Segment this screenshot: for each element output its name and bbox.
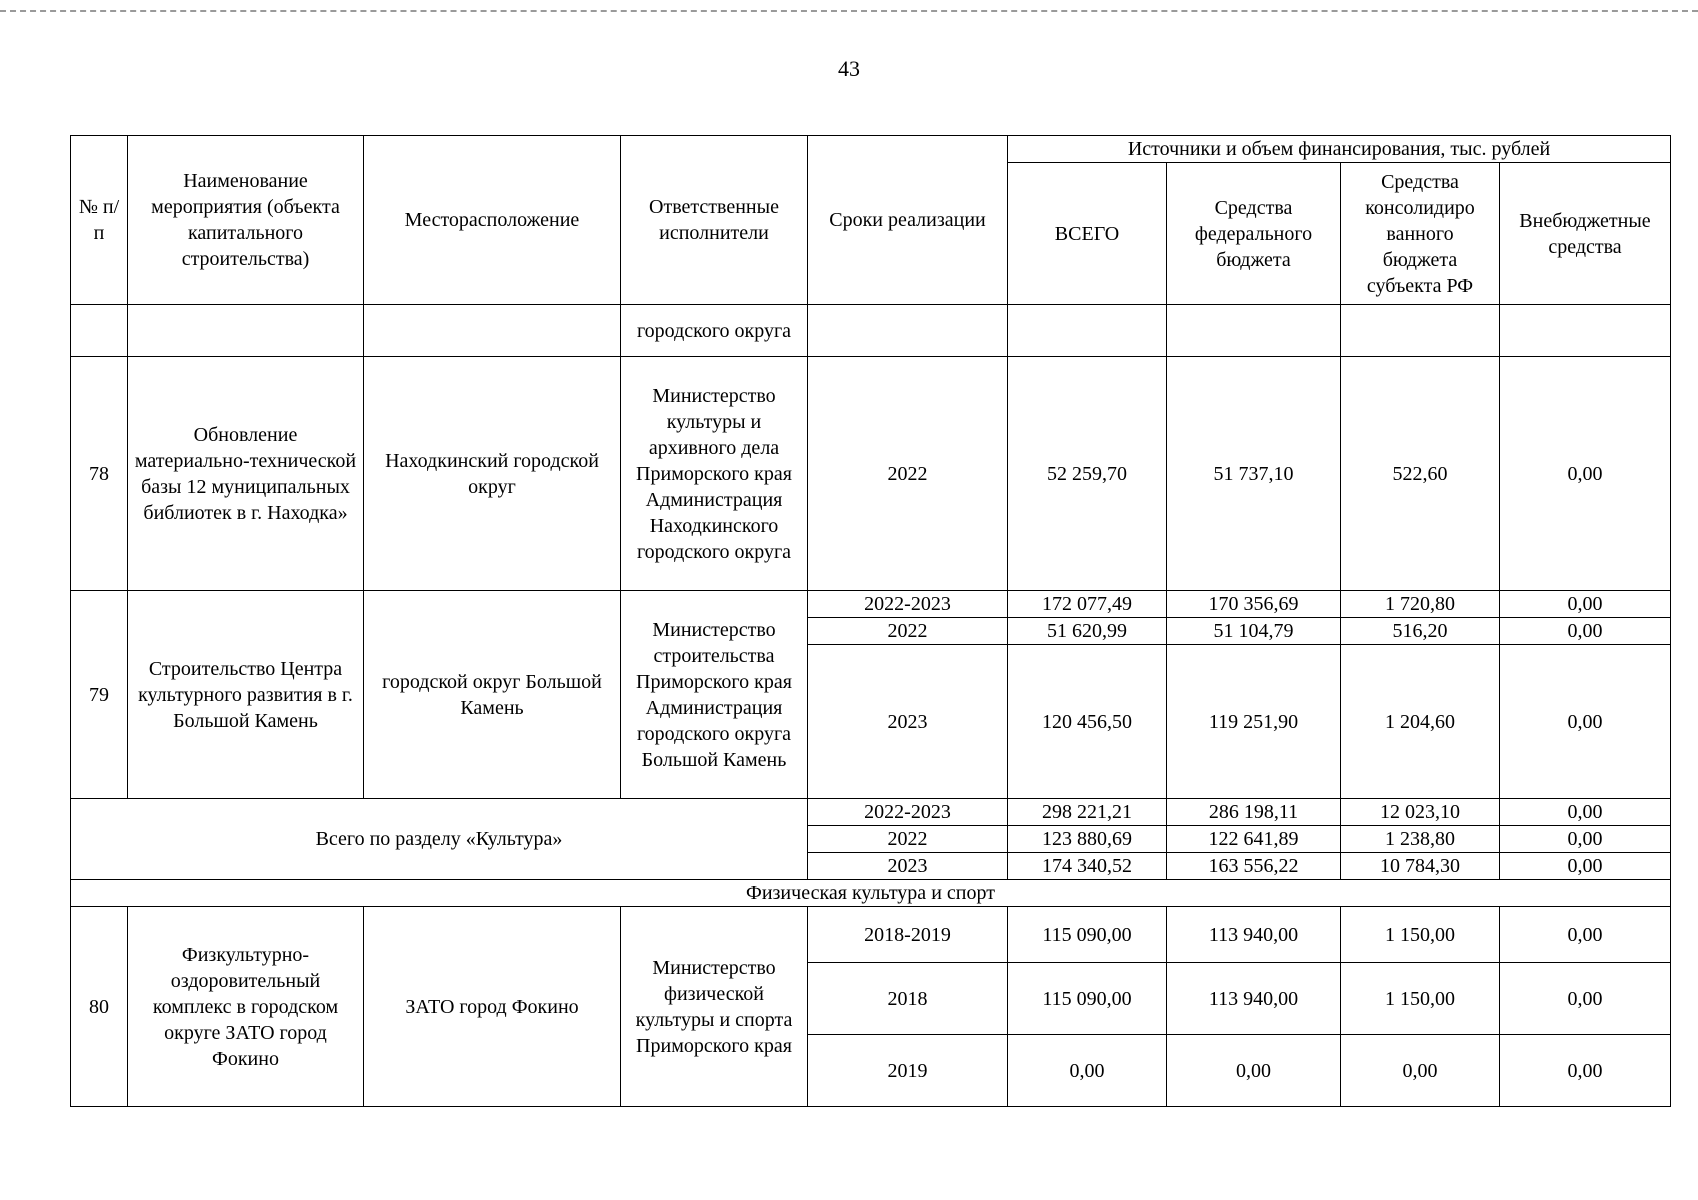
row-consolidated: 1 720,80 — [1341, 591, 1500, 618]
col-header-federal: Средства федерального бюджета — [1167, 163, 1341, 305]
table-row-78 — [71, 357, 1671, 591]
row-consolidated: 10 784,30 — [1341, 853, 1500, 880]
row-term: 2022 — [808, 826, 1008, 853]
row-num: 79 — [71, 591, 128, 799]
row-responsible: Министерство строительства Приморского края Администрация городского округа Большой Камень — [621, 591, 808, 799]
section-title: Физическая культура и спорт — [71, 880, 1671, 907]
row-term: 2022-2023 — [808, 799, 1008, 826]
section-row — [71, 880, 1671, 907]
row-total: 52 259,70 — [1008, 357, 1167, 591]
row-term: 2023 — [808, 645, 1008, 799]
row-federal: 0,00 — [1167, 1035, 1341, 1107]
header-row-1 — [71, 136, 1671, 163]
col-header-name: Наименование мероприятия (объекта капитального строительства) — [128, 136, 364, 305]
row-federal: 51 104,79 — [1167, 618, 1341, 645]
row-consolidated: 1 238,80 — [1341, 826, 1500, 853]
row-offbudget: 0,00 — [1500, 963, 1671, 1035]
row-offbudget: 0,00 — [1500, 357, 1671, 591]
col-header-terms: Сроки реализации — [808, 136, 1008, 305]
row-total: 115 090,00 — [1008, 907, 1167, 963]
row-federal: 163 556,22 — [1167, 853, 1341, 880]
row-federal: 286 198,11 — [1167, 799, 1341, 826]
row-location: ЗАТО город Фокино — [364, 907, 621, 1107]
row-name: Обновление материально-технической базы 12 муниципальных библиотек в г. Находка» — [128, 357, 364, 591]
financing-table — [70, 135, 1671, 1107]
col-header-offbudget: Внебюджетные средства — [1500, 163, 1671, 305]
row-offbudget: 0,00 — [1500, 853, 1671, 880]
row-term: 2018 — [808, 963, 1008, 1035]
row-federal: 122 641,89 — [1167, 826, 1341, 853]
row-term: 2022-2023 — [808, 591, 1008, 618]
row-term: 2018-2019 — [808, 907, 1008, 963]
row-offbudget: 0,00 — [1500, 1035, 1671, 1107]
row-offbudget: 0,00 — [1500, 907, 1671, 963]
row-federal: 119 251,90 — [1167, 645, 1341, 799]
row-offbudget: 0,00 — [1500, 618, 1671, 645]
row-total: 51 620,99 — [1008, 618, 1167, 645]
row-term: 2019 — [808, 1035, 1008, 1107]
culture-total-row — [71, 799, 1671, 826]
row-location: Находкинский городской округ — [364, 357, 621, 591]
scan-edge-line — [0, 10, 1698, 12]
row-consolidated: 522,60 — [1341, 357, 1500, 591]
row-total: 298 221,21 — [1008, 799, 1167, 826]
row-total: 172 077,49 — [1008, 591, 1167, 618]
row-name: Строительство Центра культурного развития в г. Большой Камень — [128, 591, 364, 799]
page-number: 43 — [838, 56, 860, 81]
row-federal: 113 940,00 — [1167, 963, 1341, 1035]
row-num: 80 — [71, 907, 128, 1107]
row-term: 2022 — [808, 357, 1008, 591]
row-total: 123 880,69 — [1008, 826, 1167, 853]
row-total: 174 340,52 — [1008, 853, 1167, 880]
col-header-num: № п/п — [71, 136, 128, 305]
row-num: 78 — [71, 357, 128, 591]
culture-total-label: Всего по разделу «Культура» — [71, 799, 808, 880]
table-row-79 — [71, 591, 1671, 618]
row-federal: 113 940,00 — [1167, 907, 1341, 963]
row-responsible: Министерство культуры и архивного дела Приморского края Администрация Находкинского городского округа — [621, 357, 808, 591]
row-offbudget: 0,00 — [1500, 799, 1671, 826]
row-term: 2023 — [808, 853, 1008, 880]
row-federal: 170 356,69 — [1167, 591, 1341, 618]
row-consolidated: 1 204,60 — [1341, 645, 1500, 799]
col-header-total: ВСЕГО — [1008, 163, 1167, 305]
row-consolidated: 516,20 — [1341, 618, 1500, 645]
row-offbudget: 0,00 — [1500, 591, 1671, 618]
row-consolidated: 12 023,10 — [1341, 799, 1500, 826]
col-header-consolidated: Средства консолидиро ванного бюджета субъекта РФ — [1341, 163, 1500, 305]
cont-responsible: городского округа — [621, 305, 808, 357]
col-header-location: Месторасположение — [364, 136, 621, 305]
row-consolidated: 1 150,00 — [1341, 963, 1500, 1035]
continuation-row — [71, 305, 1671, 357]
row-offbudget: 0,00 — [1500, 645, 1671, 799]
row-term: 2022 — [808, 618, 1008, 645]
row-total: 0,00 — [1008, 1035, 1167, 1107]
col-header-responsible: Ответственные исполнители — [621, 136, 808, 305]
row-consolidated: 0,00 — [1341, 1035, 1500, 1107]
row-name: Физкультурно-оздоровительный комплекс в городском округе ЗАТО город Фокино — [128, 907, 364, 1107]
row-federal: 51 737,10 — [1167, 357, 1341, 591]
table-row-80 — [71, 907, 1671, 963]
row-offbudget: 0,00 — [1500, 826, 1671, 853]
row-responsible: Министерство физической культуры и спорта Приморского края — [621, 907, 808, 1107]
col-header-sources: Источники и объем финансирования, тыс. рублей — [1008, 136, 1671, 163]
row-total: 115 090,00 — [1008, 963, 1167, 1035]
row-location: городской округ Большой Камень — [364, 591, 621, 799]
row-total: 120 456,50 — [1008, 645, 1167, 799]
row-consolidated: 1 150,00 — [1341, 907, 1500, 963]
